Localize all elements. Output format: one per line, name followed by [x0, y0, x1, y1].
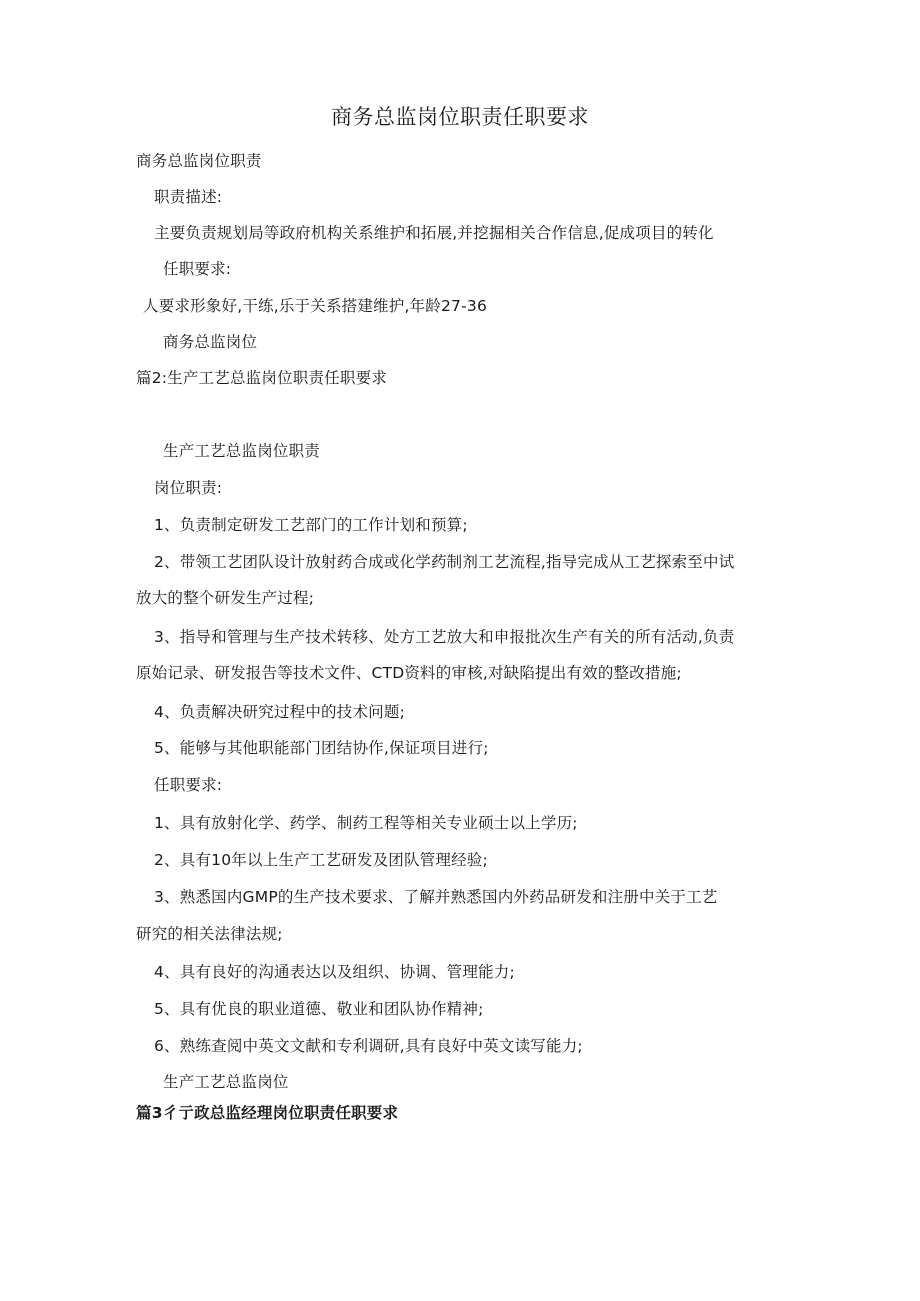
duty-item-continued: 放大的整个研发生产过程;	[136, 589, 315, 607]
section2-subheading: 生产工艺总监岗位职责	[163, 442, 321, 460]
duty-item: 5、能够与其他职能部门团结协作,保证项目进行;	[154, 739, 489, 757]
requirement-item: 1、具有放射化学、药学、制药工程等相关专业硕士以上学历;	[154, 814, 578, 832]
section2-duty-label: 岗位职责:	[154, 479, 223, 497]
section2-req-label: 任职要求:	[154, 776, 223, 794]
requirement-item: 3、熟悉国内GMP的生产技术要求、了解并熟悉国内外药品研发和注册中关于工艺	[154, 888, 718, 906]
section1-duty-label: 职责描述:	[154, 188, 223, 206]
duty-item-continued: 原始记录、研发报告等技术文件、CTD资料的审核,对缺陷提出有效的整改措施;	[136, 664, 682, 682]
requirement-item: 4、具有良好的沟通表达以及组织、协调、管理能力;	[154, 963, 515, 981]
requirement-item: 5、具有优良的职业道德、敬业和团队协作精神;	[154, 1000, 484, 1018]
duty-item: 3、指导和管理与生产技术转移、处方工艺放大和申报批次生产有关的所有活动,负责	[154, 628, 735, 646]
section2-position: 生产工艺总监岗位	[163, 1073, 289, 1091]
section1-heading: 商务总监岗位职责	[136, 152, 262, 170]
section1-position: 商务总监岗位	[163, 333, 258, 351]
section2-heading: 篇2:生产工艺总监岗位职责任职要求	[136, 369, 387, 387]
duty-item: 4、负责解决研究过程中的技术问题;	[154, 703, 405, 721]
section1-req-text: 人要求形象好,干练,乐于关系搭建维护,年龄27-36	[143, 297, 488, 315]
section1-req-label: 任职要求:	[163, 260, 232, 278]
duty-item: 2、带领工艺团队设计放射药合成或化学药制剂工艺流程,指导完成从工艺探索至中试	[154, 553, 735, 571]
requirement-item: 2、具有10年以上生产工艺研发及团队管理经验;	[154, 851, 488, 869]
section3-heading: 篇3彳亍政总监经理岗位职责任职要求	[136, 1104, 399, 1122]
section1-duty-text: 主要负责规划局等政府机构关系维护和拓展,并挖掘相关合作信息,促成项目的转化	[154, 224, 714, 242]
document-title: 商务总监岗位职责任职要求	[331, 105, 589, 129]
requirement-item: 6、熟练查阅中英文文献和专利调研,具有良好中英文读写能力;	[154, 1037, 583, 1055]
requirement-item-continued: 研究的相关法律法规;	[136, 925, 283, 943]
duty-item: 1、负责制定研发工艺部门的工作计划和预算;	[154, 516, 468, 534]
